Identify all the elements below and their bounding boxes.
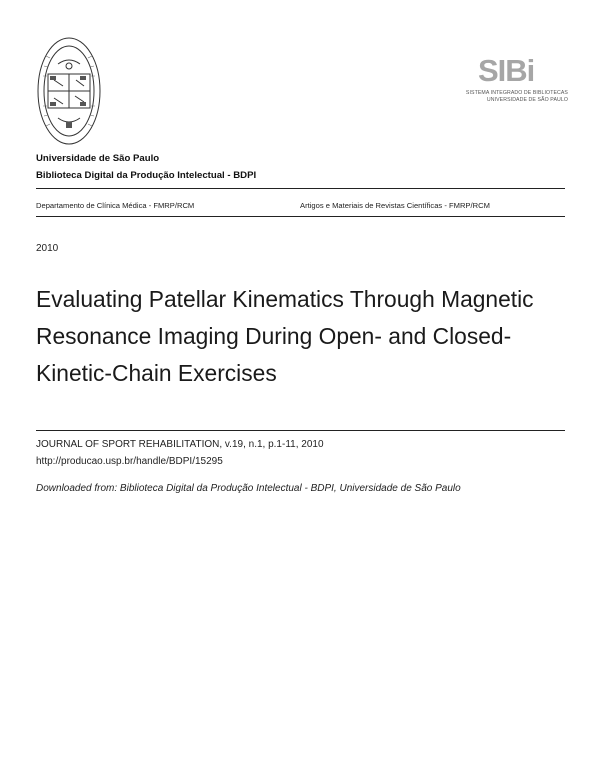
sibi-logo-subtitle-1: SISTEMA INTEGRADO DE BIBLIOTECAS bbox=[465, 90, 568, 96]
handle-link[interactable]: http://producao.usp.br/handle/BDPI/15295 bbox=[36, 456, 223, 467]
divider-middle bbox=[36, 216, 565, 217]
divider-top bbox=[36, 188, 565, 189]
sibi-logo-subtitle-2: UNIVERSIDADE DE SÃO PAULO bbox=[486, 97, 568, 103]
library-name: Biblioteca Digital da Produção Intelectual - BDPI bbox=[36, 170, 257, 181]
university-seal-icon bbox=[36, 36, 102, 146]
publication-year: 2010 bbox=[36, 243, 59, 254]
downloaded-from: Downloaded from: Biblioteca Digital da Produção Intelectual - BDPI, Universidade de São Paulo bbox=[36, 483, 461, 494]
document-title: Evaluating Patellar Kinematics Through Magnetic Resonance Imaging During Open- and Closed-Kinetic-Chain Exercises bbox=[36, 286, 534, 386]
department-left: Departamento de Clínica Médica - FMRP/RCM bbox=[36, 201, 195, 210]
department-right: Artigos e Materiais de Revistas Científicas - FMRP/RCM bbox=[300, 201, 490, 210]
university-name: Universidade de São Paulo bbox=[36, 153, 160, 164]
sibi-logo-icon bbox=[462, 54, 568, 110]
divider-bottom bbox=[36, 430, 565, 431]
journal-citation: JOURNAL OF SPORT REHABILITATION, v.19, n.1, p.1-11, 2010 bbox=[36, 439, 324, 450]
sibi-logo-mark: SIBi bbox=[478, 53, 535, 88]
